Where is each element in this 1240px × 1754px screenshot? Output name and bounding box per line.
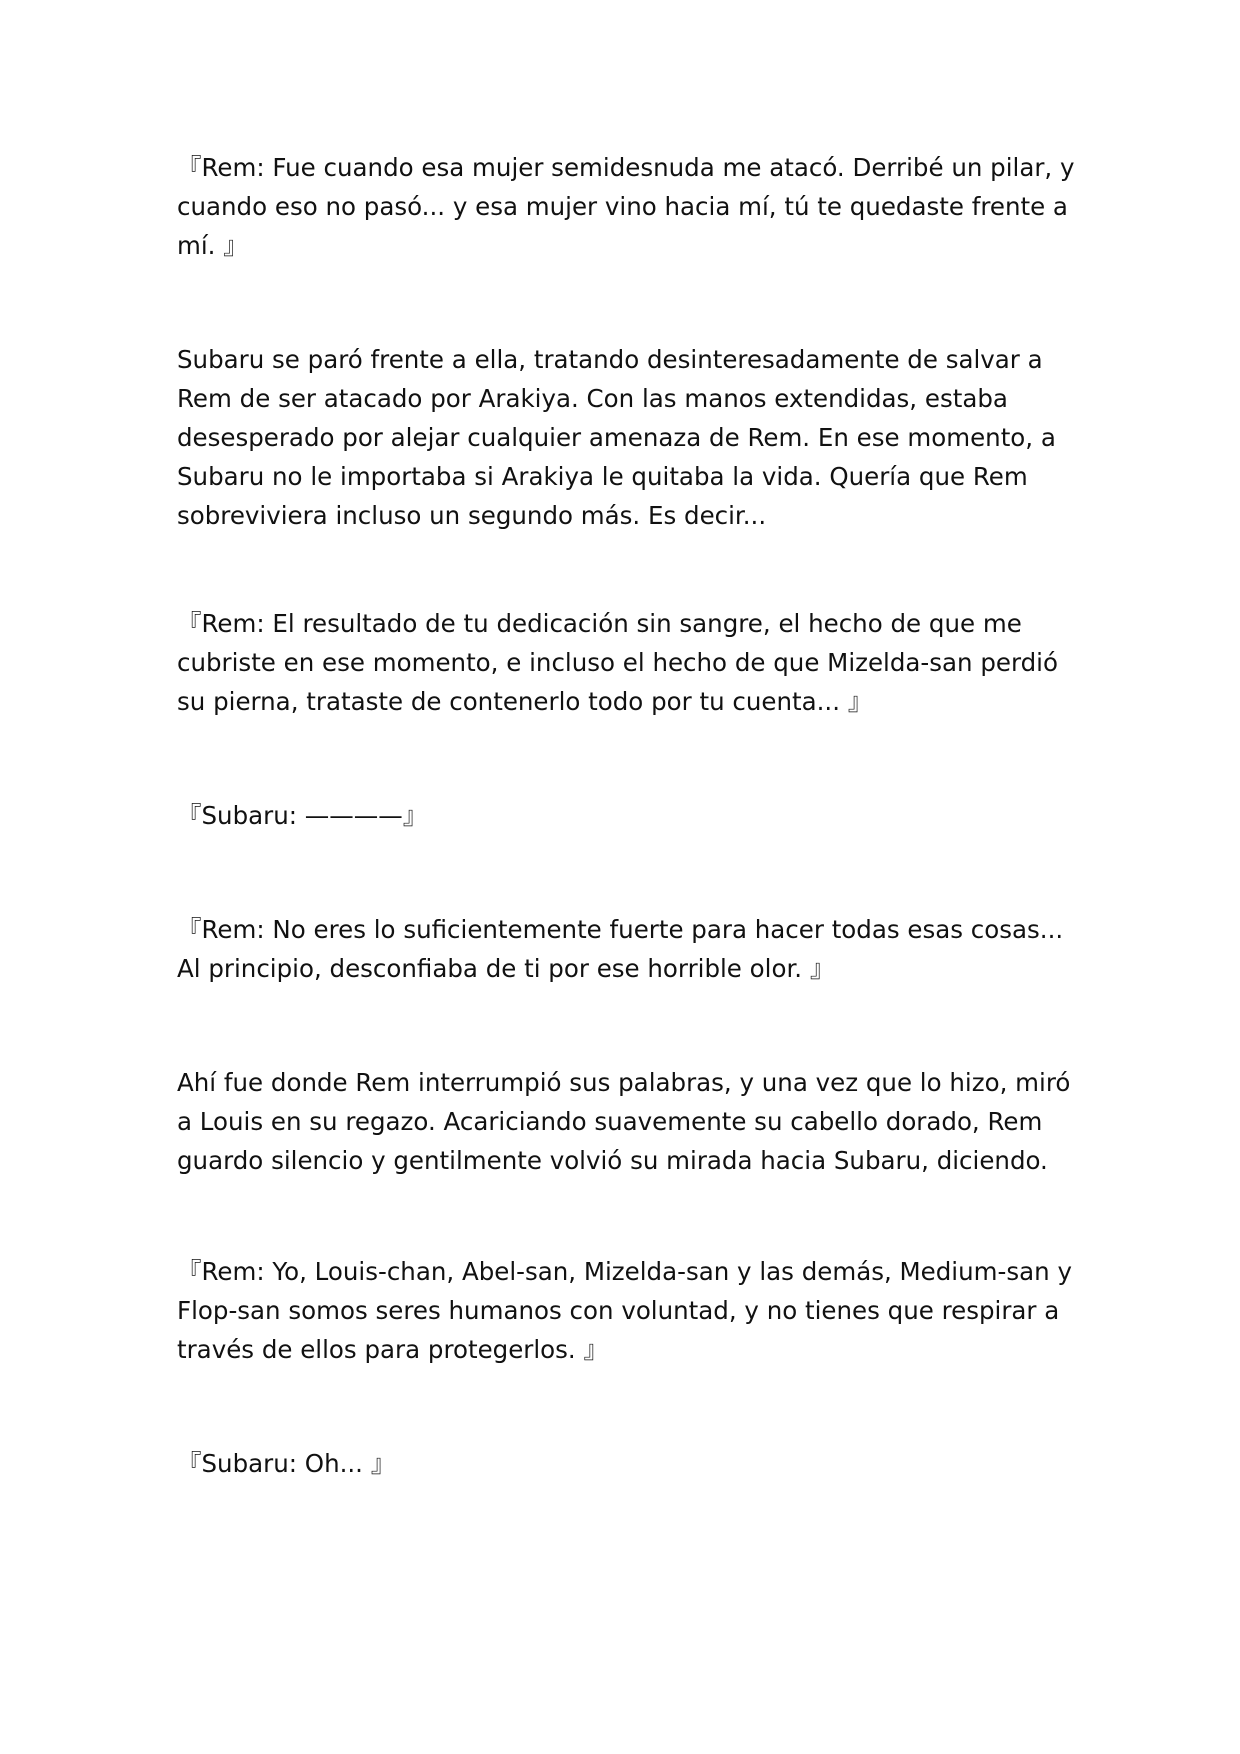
dialogue-rem-2: 『Rem: El resultado de tu dedicación sin sangre, el hecho de que me cubriste en ese momento, e incluso el hecho de que Mizelda-san perdió su pierna, trataste de contenerlo todo por tu cuenta... 』 — [177, 609, 1058, 716]
narration-paragraph-1: Subaru se paró frente a ella, tratando desinteresadamente de salvar a Rem de ser atacado por Arakiya. Con las manos extendidas, estaba desesperado por alejar cualquier amenaza de Rem. En ese momento, a Subaru no le importaba si Arakiya le quitaba la vida. Quería que Rem sobreviviera incluso un segundo más. Es decir... — [177, 345, 1056, 530]
dialogue-rem-3: 『Rem: No eres lo suficientemente fuerte para hacer todas esas cosas... Al principio, desconfiaba de ti por ese horrible olor. 』 — [177, 915, 1064, 983]
dialogue-rem-1: 『Rem: Fue cuando esa mujer semidesnuda me atacó. Derribé un pilar, y cuando eso no pasó... y esa mujer vino hacia mí, tú te quedaste frente a mí. 』 — [177, 153, 1075, 260]
narration-paragraph-2: Ahí fue donde Rem interrumpió sus palabras, y una vez que lo hizo, miró a Louis en su regazo. Acariciando suavemente su cabello dorado, Rem guardo silencio y gentilmente volvió su mirada hacia Subaru, diciendo. — [177, 1068, 1071, 1175]
dialogue-rem-4: 『Rem: Yo, Louis-chan, Abel-san, Mizelda-san y las demás, Medium-san y Flop-san somos seres humanos con voluntad, y no tienes que respirar a través de ellos para protegerlos. 』 — [177, 1257, 1072, 1364]
dialogue-subaru-1: 『Subaru: ————』 — [177, 801, 428, 830]
dialogue-subaru-2: 『Subaru: Oh... 』 — [177, 1449, 396, 1478]
